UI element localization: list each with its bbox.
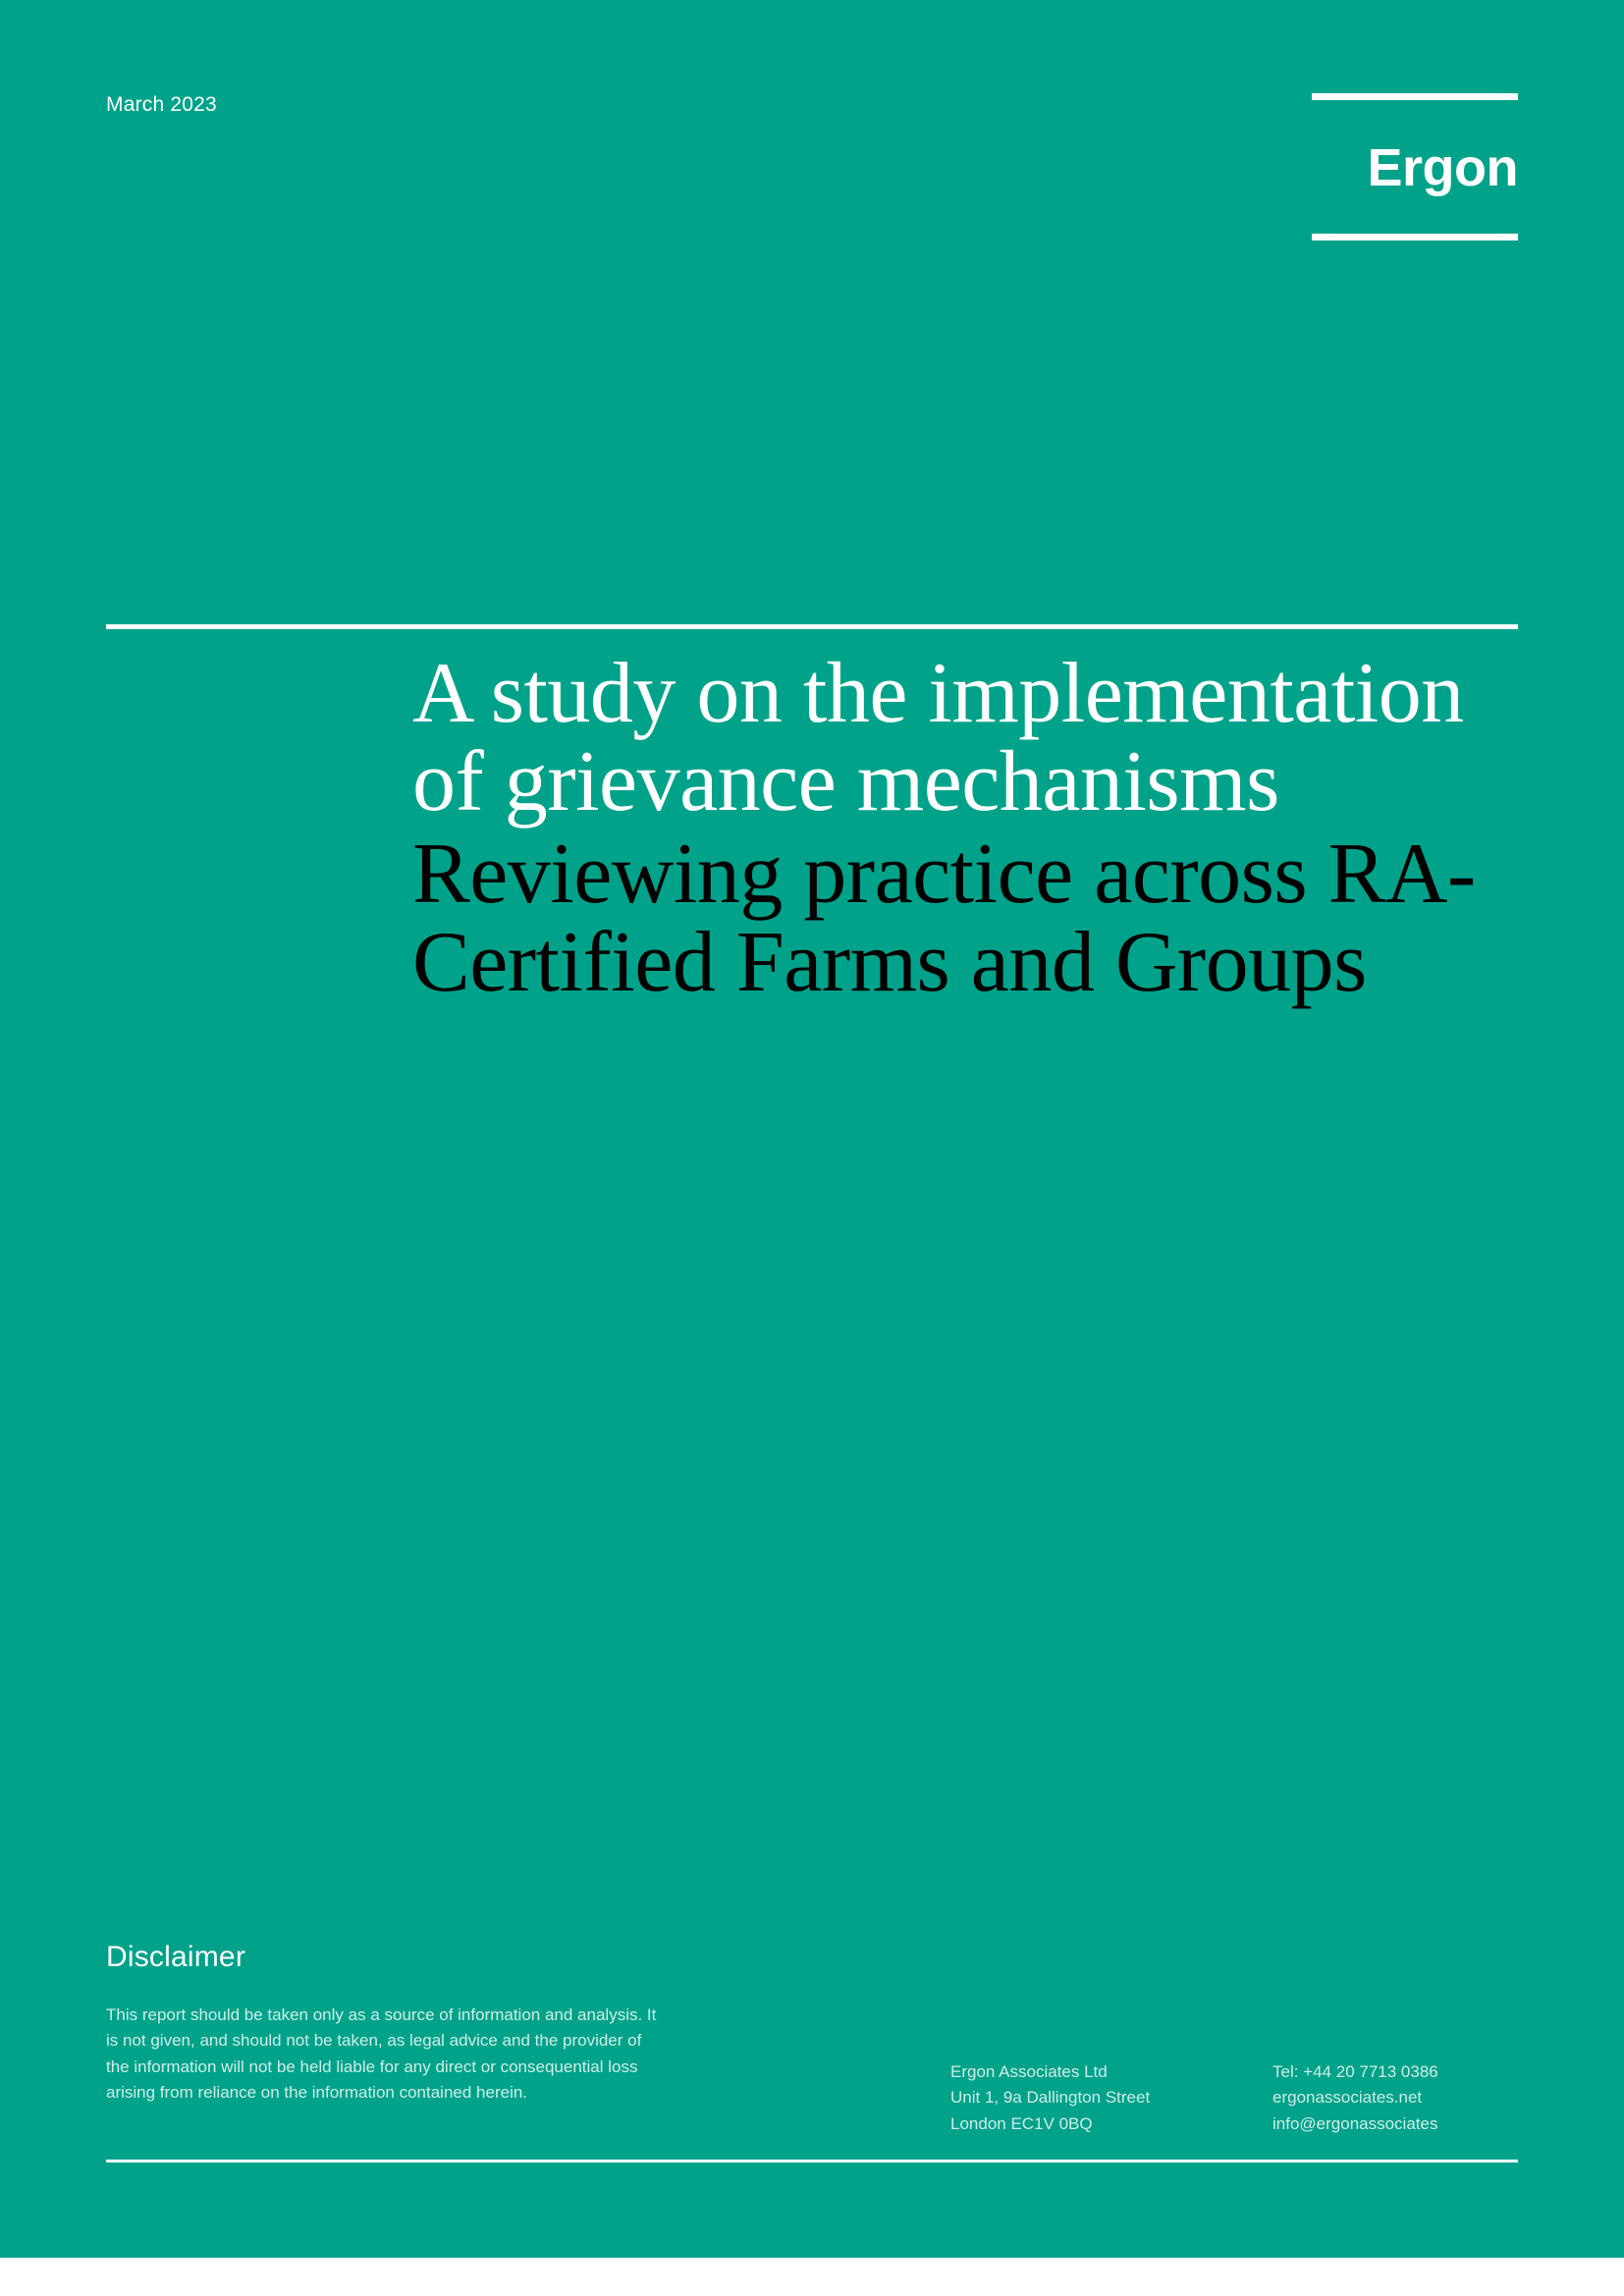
- logo-rule-top: [1312, 93, 1518, 100]
- contact-email[interactable]: info@ergonassociates: [1272, 2113, 1438, 2133]
- title-block: [412, 646, 1518, 1011]
- contact-address: [950, 2059, 1150, 2137]
- brand-logo: [1312, 93, 1518, 240]
- logo-rule-bottom: [1312, 234, 1518, 240]
- contact-website[interactable]: ergonassociates.net: [1272, 2088, 1423, 2108]
- footer-divider: [106, 2160, 1518, 2163]
- contact-street: Unit 1, 9a Dallington Street: [950, 2088, 1151, 2108]
- page-bottom-margin: [0, 2258, 1624, 2296]
- publication-date: March 2023: [106, 93, 217, 116]
- disclaimer-text: This report should be taken only as a source of information and analysis. It is not given, and should not be taken, as legal advice and the provider of the information will not be held liable for any direct or consequential loss arising from reliance on the information contained herein.: [106, 2005, 657, 2103]
- contact-company: Ergon Associates Ltd: [950, 2062, 1108, 2081]
- contact-details: [1272, 2059, 1438, 2137]
- disclaimer-heading: Disclaimer: [106, 1941, 246, 1973]
- title-divider: [106, 624, 1518, 629]
- document-subtitle: Reviewing practice across RA-Certified Farms and Groups: [412, 826, 1476, 1011]
- document-title: A study on the implementation of grievance mechanisms: [412, 646, 1464, 829]
- contact-city: London EC1V 0BQ: [950, 2113, 1093, 2133]
- contact-telephone: Tel: +44 20 7713 0386: [1272, 2062, 1438, 2081]
- logo-wordmark: Ergon: [1367, 138, 1518, 197]
